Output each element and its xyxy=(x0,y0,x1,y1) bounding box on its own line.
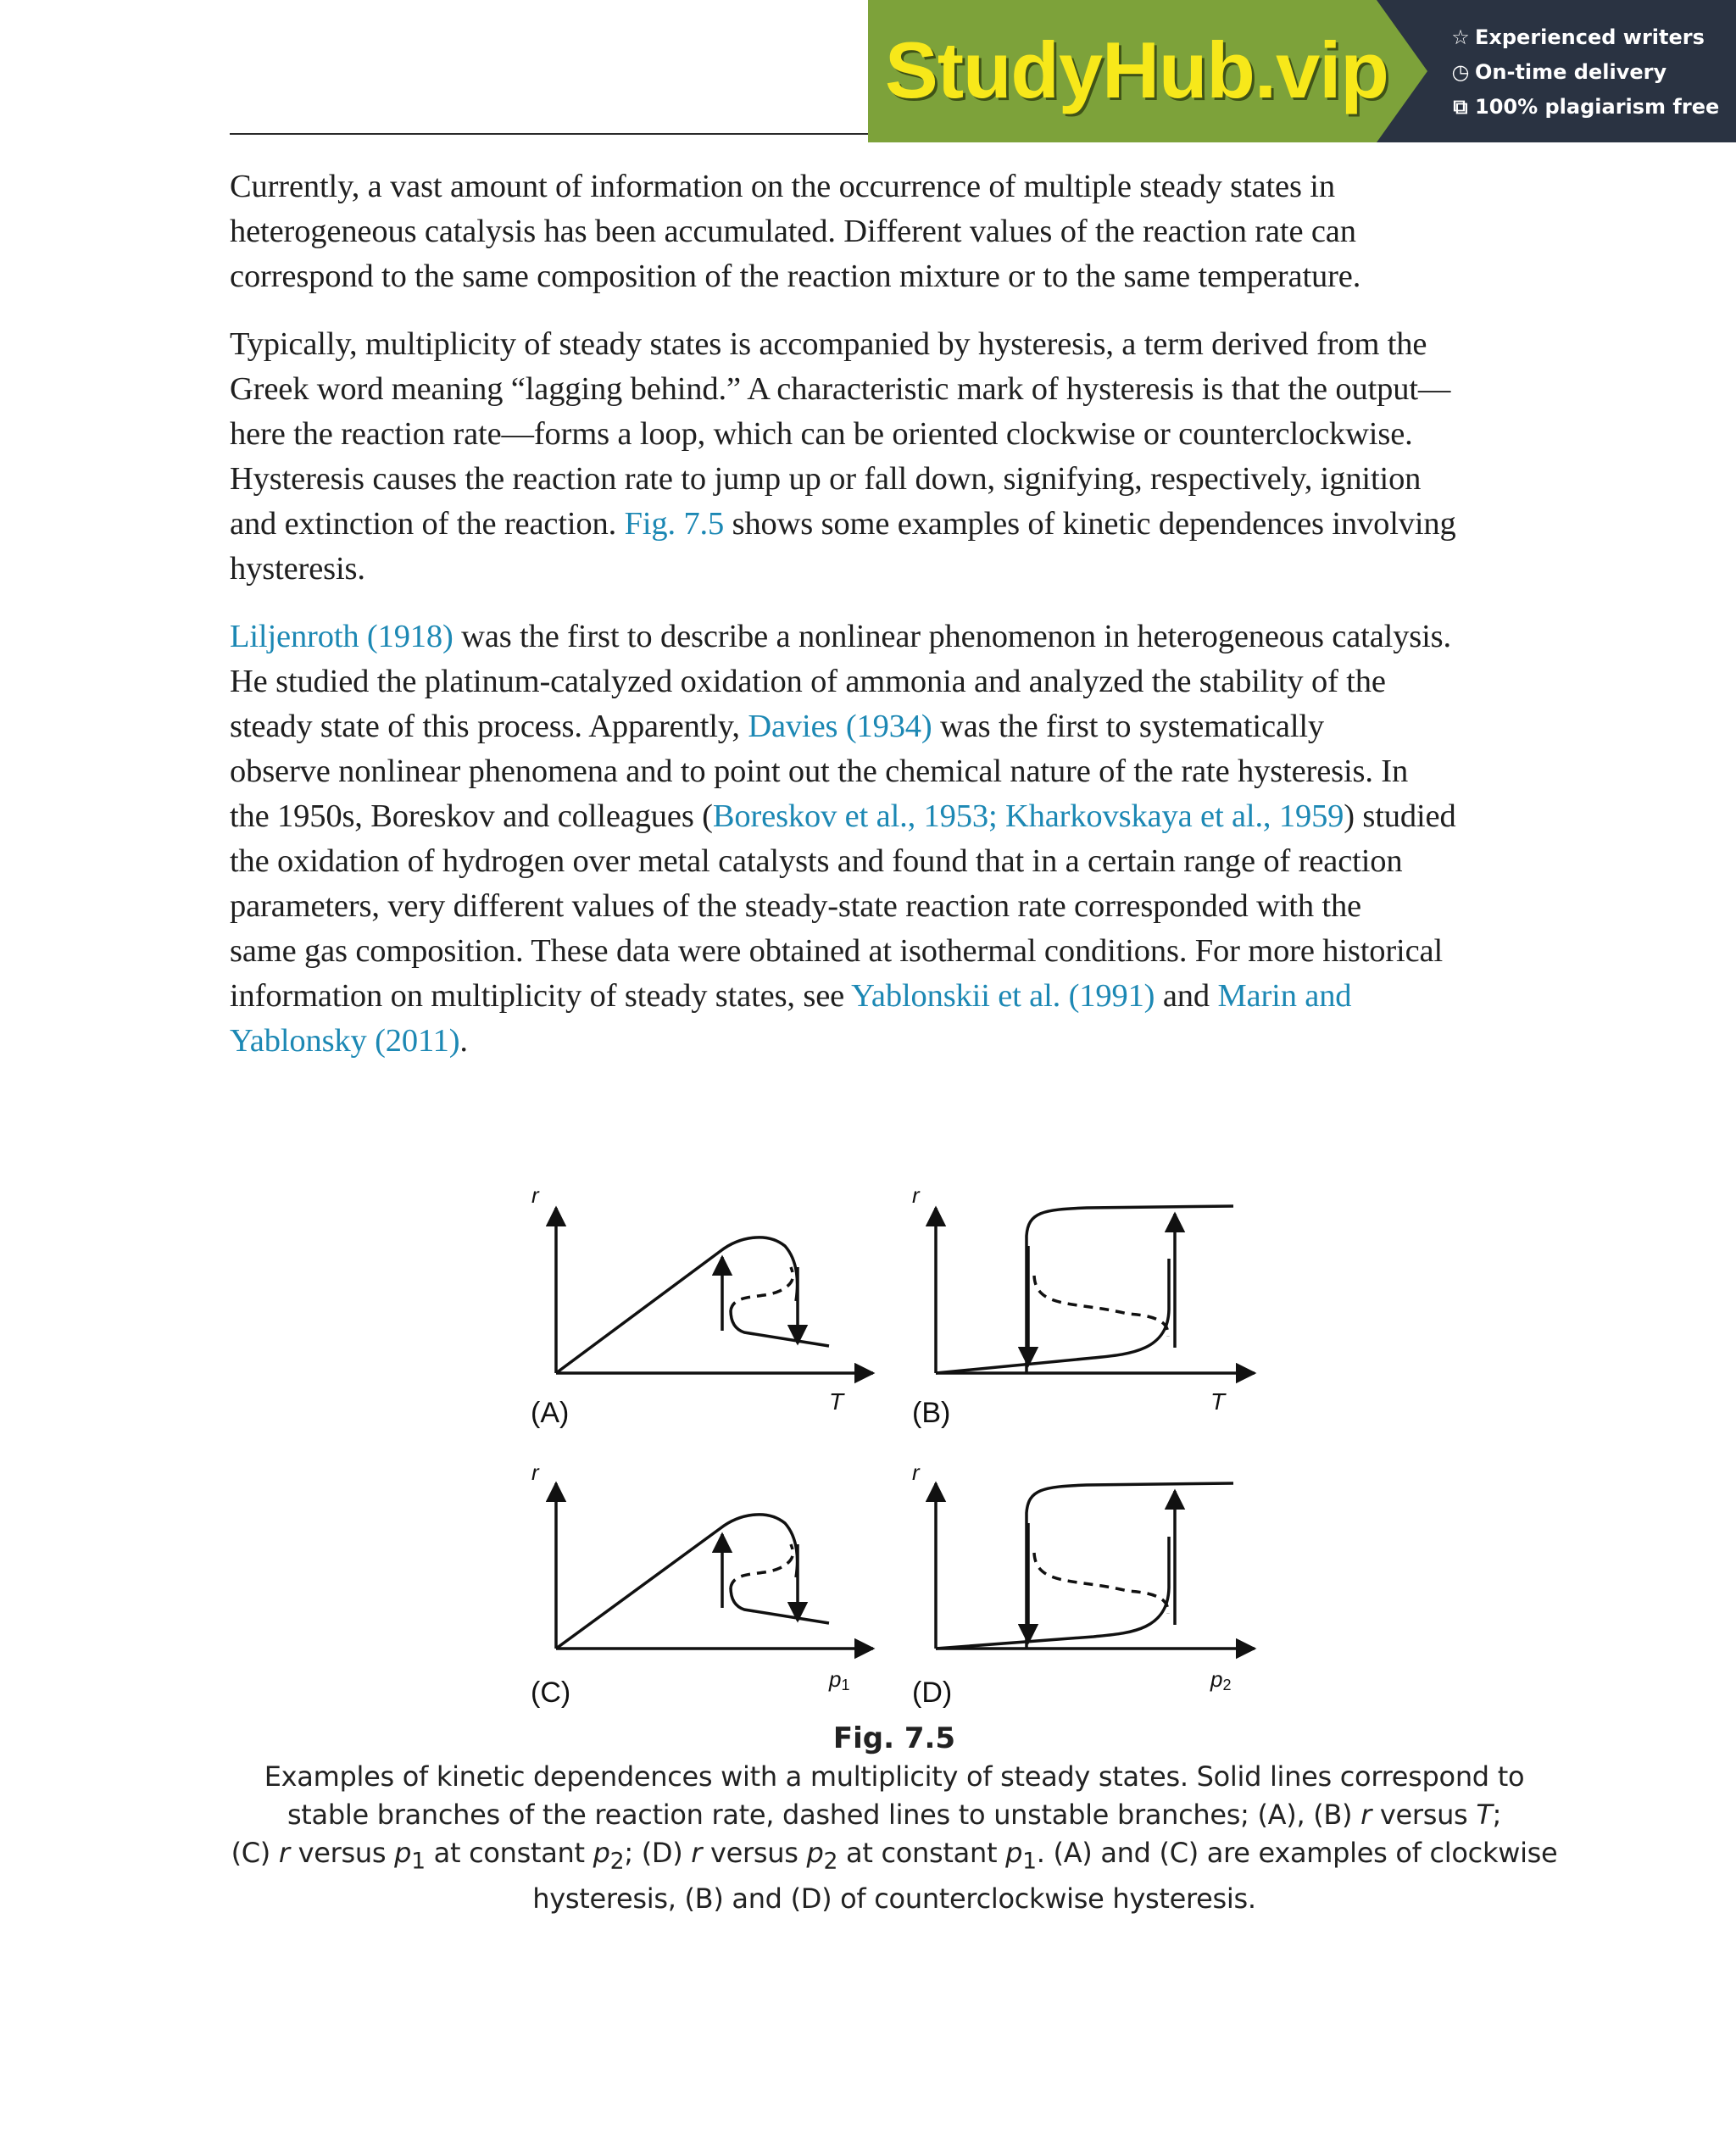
text-run: the 1950s, Boreskov and colleagues ( xyxy=(230,798,713,834)
text-line: Typically, multiplicity of steady states is accompanied by hysteresis, a term derived from the xyxy=(230,326,1427,362)
panel-b-label: (B) xyxy=(912,1397,951,1429)
text-run: and extinction of the reaction. xyxy=(230,506,625,542)
panel-c-xlabel: p1 xyxy=(829,1666,850,1693)
text-run: was the first to systematically xyxy=(932,709,1325,744)
text-line xyxy=(230,974,1559,1019)
text-line: He studied the platinum-catalyzed oxidation of ammonia and analyzed the stability of the xyxy=(230,664,1386,699)
stable-branch-lower xyxy=(731,1588,829,1623)
perk-label: Experienced writers xyxy=(1475,25,1705,49)
unstable-branch xyxy=(731,1267,793,1310)
paragraph-1 xyxy=(230,164,1559,299)
text-line: hysteresis. xyxy=(230,551,365,587)
perk-plagiarism-free xyxy=(1449,90,1719,125)
brand-logo[interactable]: StudyHub.vip xyxy=(885,25,1388,114)
text-line: Hysteresis causes the reaction rate to jump up or fall down, signifying, respectively, ignition xyxy=(230,461,1422,497)
perk-on-time-delivery xyxy=(1449,55,1719,90)
text-line xyxy=(230,502,1559,547)
text-line: correspond to the same composition of the reaction mixture or to the same temperature. xyxy=(230,259,1361,294)
unstable-branch xyxy=(1034,1553,1168,1614)
text-run: was the first to describe a nonlinear phenomenon in heterogeneous catalysis. xyxy=(453,619,1451,654)
citation-link[interactable]: Boreskov et al., 1953; Kharkovskaya et al., 1959 xyxy=(712,798,1344,834)
caption-line: hysteresis, (B) and (D) of counterclockwise hysteresis. xyxy=(532,1882,1256,1916)
text-line: the oxidation of hydrogen over metal catalysts and found that in a certain range of reaction xyxy=(230,843,1403,879)
perk-label: 100% plagiarism free xyxy=(1475,95,1720,119)
clock-icon: ◷ xyxy=(1451,60,1470,84)
panel-b-ylabel: r xyxy=(912,1182,920,1208)
panel-d-xlabel: p2 xyxy=(1210,1666,1232,1693)
panel-a xyxy=(556,1208,873,1373)
text-line xyxy=(230,1019,1559,1064)
body-text xyxy=(230,164,1559,1087)
panel-a-label: (A) xyxy=(531,1397,570,1429)
text-line: same gas composition. These data were obtained at isothermal conditions. For more historical xyxy=(230,933,1444,969)
citation-link[interactable]: Marin and xyxy=(1217,978,1352,1014)
figure-caption xyxy=(230,1719,1559,1918)
copy-icon: ⧉ xyxy=(1453,95,1468,119)
text-line: here the reaction rate—forms a loop, which can be oriented clockwise or counterclockwise. xyxy=(230,416,1413,452)
text-run: information on multiplicity of steady states, see xyxy=(230,978,852,1014)
caption-line: stable branches of the reaction rate, dashed lines to unstable branches; (A), (B) r versus T; xyxy=(287,1799,1502,1831)
panel-a-ylabel: r xyxy=(531,1182,539,1208)
citation-link[interactable]: Yablonsky (2011) xyxy=(230,1023,460,1059)
panel-a-xlabel: T xyxy=(829,1388,844,1415)
text-line xyxy=(230,704,1559,749)
unstable-branch xyxy=(731,1544,793,1588)
figure-title: Fig. 7.5 xyxy=(832,1721,956,1755)
stable-branch-upper xyxy=(556,1515,798,1649)
panel-c xyxy=(556,1483,873,1649)
perk-label: On-time delivery xyxy=(1475,60,1667,84)
unstable-branch xyxy=(1034,1276,1168,1337)
panel-d-label: (D) xyxy=(912,1677,953,1709)
figure-diagram xyxy=(517,1182,1280,1709)
stable-branch-upper xyxy=(1027,1483,1233,1649)
text-run: shows some examples of kinetic dependences involving xyxy=(724,506,1456,542)
perk-experienced-writers xyxy=(1449,20,1719,55)
text-line: heterogeneous catalysis has been accumulated. Different values of the reaction rate can xyxy=(230,214,1356,249)
text-run: steady state of this process. Apparently, xyxy=(230,709,748,744)
text-line: Currently, a vast amount of information on the occurrence of multiple steady states in xyxy=(230,169,1335,204)
panel-d-ylabel: r xyxy=(912,1460,920,1485)
star-outline-icon: ☆ xyxy=(1451,25,1470,49)
text-line xyxy=(230,794,1559,839)
text-line: parameters, very different values of the steady-state reaction rate corresponded with the xyxy=(230,888,1361,924)
studyhub-banner[interactable] xyxy=(868,0,1736,142)
text-line: Greek word meaning “lagging behind.” A characteristic mark of hysteresis is that the output— xyxy=(230,371,1451,407)
panel-b-xlabel: T xyxy=(1210,1388,1226,1415)
text-line: observe nonlinear phenomena and to point out the chemical nature of the rate hysteresis. In xyxy=(230,754,1409,789)
panel-d xyxy=(936,1483,1255,1649)
citation-link[interactable]: Liljenroth (1918) xyxy=(230,619,453,654)
panel-c-ylabel: r xyxy=(531,1460,539,1485)
text-line xyxy=(230,614,1559,659)
panel-b xyxy=(936,1206,1255,1373)
citation-link[interactable]: Davies (1934) xyxy=(748,709,932,744)
panel-c-label: (C) xyxy=(531,1677,571,1709)
caption-line: (C) r versus $p_1$ at constant $p_2$; (D) r versus $p_2$ at constant $p_1$. (A) and (C) are examples of clockwise xyxy=(231,1837,1558,1875)
caption-line: Examples of kinetic dependences with a multiplicity of steady states. Solid lines correspond to xyxy=(264,1760,1525,1793)
figure-link[interactable]: Fig. 7.5 xyxy=(624,506,725,542)
stable-branch-upper xyxy=(1027,1206,1233,1373)
paragraph-3 xyxy=(230,614,1559,1064)
citation-link[interactable]: Yablonskii et al. (1991) xyxy=(851,978,1155,1014)
figure-7-5 xyxy=(517,1182,1280,1709)
perk-list xyxy=(1449,20,1719,125)
stable-branch-upper xyxy=(556,1237,798,1373)
stable-branch-lower xyxy=(936,1259,1169,1373)
paragraph-2 xyxy=(230,322,1559,592)
text-run: and xyxy=(1155,978,1218,1014)
stable-branch-lower xyxy=(731,1310,829,1346)
text-run: . xyxy=(459,1023,468,1059)
text-run: ) studied xyxy=(1344,798,1456,834)
